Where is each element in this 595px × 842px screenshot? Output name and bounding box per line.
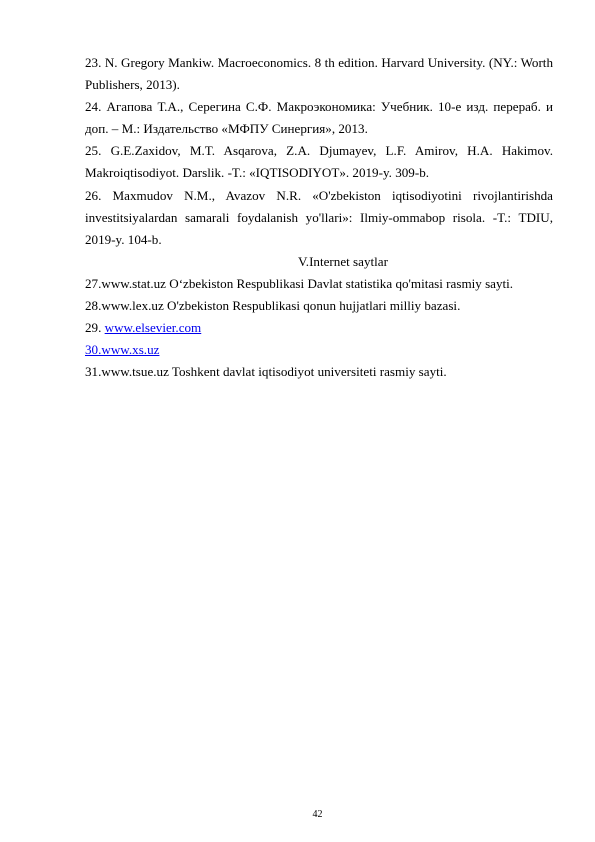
internet-site-29: [85, 317, 553, 339]
page-number: 42: [312, 809, 323, 820]
internet-site-31: 31.www.tsue.uz Toshkent davlat iqtisodiyot universiteti rasmiy sayti.: [85, 364, 447, 380]
reference-23: 23. N. Gregory Mankiw. Macroeconomics. 8 th edition. Harvard University. (NY.: Worth Publishers, 2013).: [85, 55, 553, 93]
internet-site-30: [85, 339, 553, 361]
reference-list: [85, 52, 553, 383]
internet-site-29-number: 29.: [85, 320, 105, 336]
reference-26: 26. Maxmudov N.M., Avazov N.R. «O'zbekiston iqtisodiyotini rivojlantirishda investitsiyalardan samarali foydalanish yo'llari»: Ilmiy-ommabop risola. -T.: TDIU, 2019-y. 104-b.: [85, 187, 553, 247]
section-heading: V.Internet saytlar: [298, 253, 388, 269]
xs-uz-link[interactable]: 30.www.xs.uz: [85, 342, 160, 358]
reference-25: 25. G.E.Zaxidov, M.T. Asqarova, Z.A. Djumayev, L.F. Amirov, H.A. Hakimov. Makroiqtisodiyot. Darslik. -T.: «IQTISODIYOT». 2019-y. 309-b.: [85, 143, 553, 181]
internet-site-27: 27.www.stat.uz O‘zbekiston Respublikasi Davlat statistika qo'mitasi rasmiy sayti.: [85, 275, 514, 291]
internet-site-28: 28.www.lex.uz O'zbekiston Respublikasi qonun hujjatlari milliy bazasi.: [85, 298, 461, 314]
reference-24: 24. Агапова Т.А., Серегина С.Ф. Макроэкономика: Учебник. 10-е изд. перераб. и доп. – М.: Издательство «МФПУ Синергия», 2013.: [85, 99, 553, 137]
elsevier-link[interactable]: www.elsevier.com: [104, 320, 202, 336]
